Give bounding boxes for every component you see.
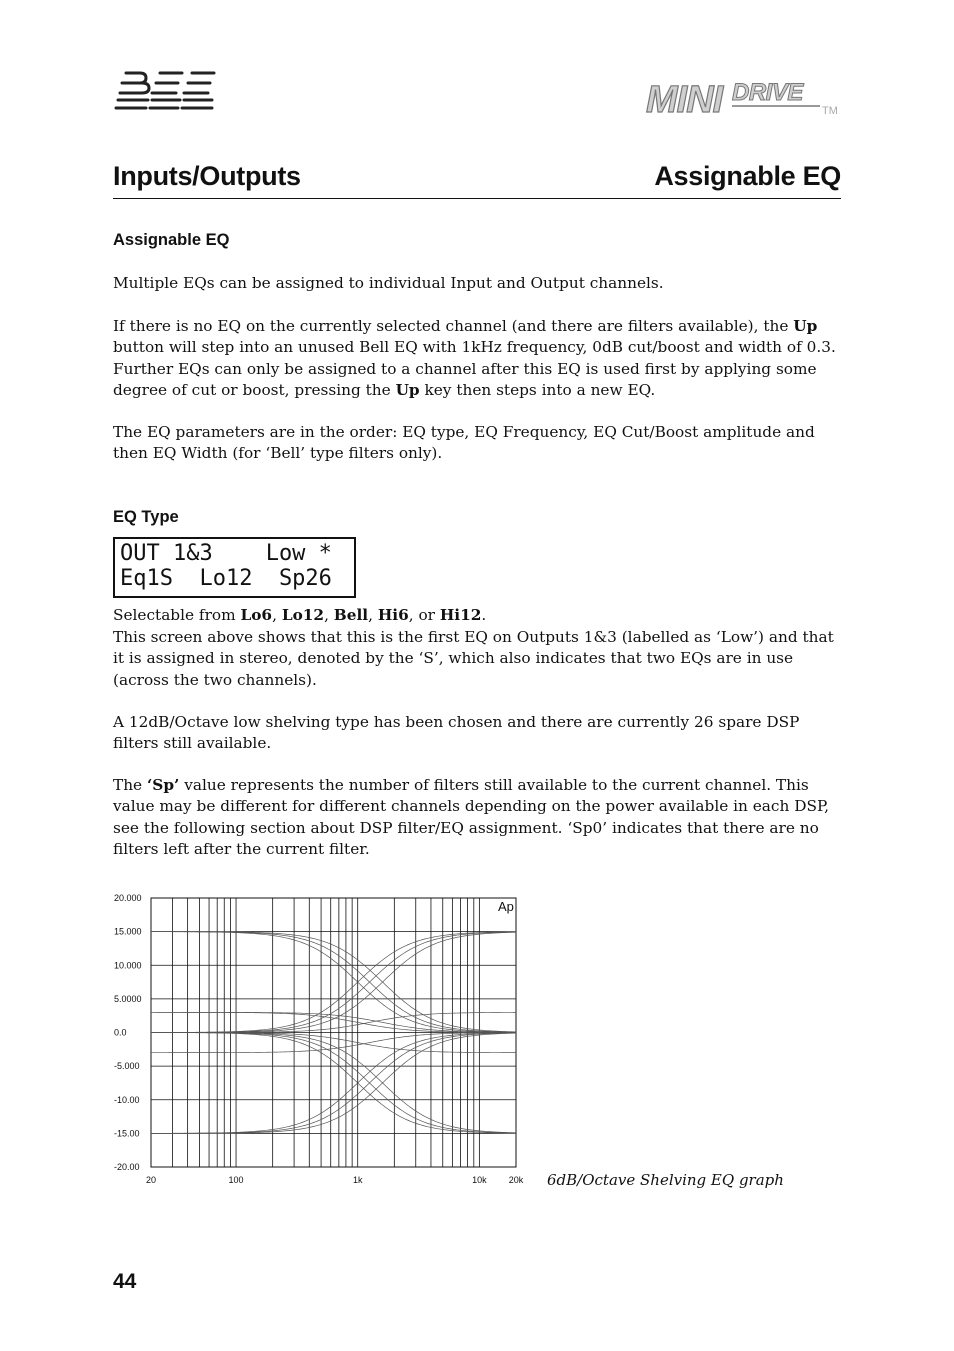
eq-curve bbox=[151, 1033, 516, 1133]
paragraph-low-shelving: A 12dB/Octave low shelving type has been chosen and there are currently 26 spare DSP filters still available. bbox=[113, 713, 800, 753]
heading-assignable-eq: Assignable EQ bbox=[113, 231, 230, 249]
eq-curve bbox=[151, 1033, 516, 1134]
svg-text:DRIVE: DRIVE bbox=[732, 79, 803, 106]
x-tick-label: 1k bbox=[352, 1175, 363, 1185]
x-tick-label: 20k bbox=[508, 1175, 524, 1185]
paragraph-sp-value bbox=[113, 775, 845, 860]
eq-curve bbox=[151, 932, 516, 1032]
x-tick-label: 100 bbox=[228, 1175, 244, 1185]
eq-curve bbox=[151, 1033, 516, 1133]
eq-curve bbox=[151, 932, 516, 1032]
text-run: , or bbox=[408, 606, 440, 624]
y-tick-label: -10.00 bbox=[114, 1094, 140, 1105]
y-tick-label: 10.000 bbox=[114, 960, 142, 971]
bold-text: Lo12 bbox=[281, 606, 325, 624]
eq-curve bbox=[151, 932, 516, 1032]
bold-text: Lo6 bbox=[240, 606, 273, 624]
text-run: . bbox=[481, 606, 487, 624]
eq-curve bbox=[151, 932, 516, 1033]
eq-curve bbox=[151, 1033, 516, 1133]
chart-caption: 6dB/Octave Shelving EQ graph bbox=[547, 1171, 784, 1189]
text-run: If there is no EQ on the currently selected channel (and there are filters available), the bbox=[113, 317, 794, 335]
text-run: Selectable from bbox=[113, 606, 241, 624]
bold-text: Bell bbox=[333, 606, 369, 624]
shelving-eq-chart bbox=[110, 888, 530, 1188]
lcd-line-1: OUT 1&3 Low * bbox=[120, 541, 332, 566]
y-tick-label: 15.000 bbox=[114, 926, 142, 937]
minidrive-logo bbox=[644, 76, 844, 118]
text-run: button will step into an unused Bell EQ with 1kHz frequency, 0dB cut/boost and width of 0.3. Further EQs can only be assigned to a channel after this EQ is used first by applying some degree of cut or boost, pressing the bbox=[113, 338, 836, 399]
heading-eq-type: EQ Type bbox=[113, 508, 179, 526]
text-run: key then steps into a new EQ. bbox=[419, 380, 656, 399]
bold-text: Up bbox=[793, 317, 818, 335]
eq-curve bbox=[151, 932, 516, 1033]
text-run: The bbox=[113, 776, 147, 794]
paragraph-up-button bbox=[113, 316, 845, 401]
bold-text: ‘Sp’ bbox=[146, 776, 180, 794]
bold-text: Hi12 bbox=[439, 606, 482, 624]
text-run: , bbox=[324, 606, 334, 624]
y-tick-label: 0.0 bbox=[114, 1027, 127, 1038]
section-title-right: Assignable EQ bbox=[654, 161, 841, 191]
x-tick-label: 10k bbox=[472, 1175, 487, 1185]
y-tick-label: -15.00 bbox=[114, 1128, 140, 1139]
section-title-left: Inputs/Outputs bbox=[113, 161, 301, 191]
paragraph-screen-explanation: This screen above shows that this is the first EQ on Outputs 1&3 (labelled as ‘Low’) and that it is assigned in stereo, denoted by the ‘S’, which also indicates that two EQs are in use (across the two channels). bbox=[113, 628, 834, 689]
chart-watermark: Ap bbox=[498, 899, 514, 914]
eq-curve bbox=[151, 932, 516, 1032]
section-header bbox=[113, 158, 841, 199]
lcd-line-2: Eq1S Lo12 Sp26 bbox=[120, 566, 332, 591]
lcd-display bbox=[113, 537, 356, 598]
text-run: value represents the number of filters still available to the current channel. This value may be different for different channels depending on the power available in each DSP, see the following section about DSP filter/EQ assignment. ‘Sp0’ indicates that there are no filters left after the current filter. bbox=[113, 776, 830, 858]
eq-curve bbox=[151, 1033, 516, 1134]
paragraph-eq-parameters: The EQ parameters are in the order: EQ type, EQ Frequency, EQ Cut/Boost amplitude and then EQ Width (for ‘Bell’ type filters only). bbox=[113, 423, 815, 463]
y-tick-label: -5.000 bbox=[114, 1061, 140, 1072]
eq-curve bbox=[151, 1033, 516, 1133]
chart-labels bbox=[114, 893, 524, 1185]
x-tick-label: 20 bbox=[145, 1175, 157, 1185]
text-run: , bbox=[368, 606, 378, 624]
paragraph-selectable bbox=[113, 605, 845, 626]
y-tick-label: 5.0000 bbox=[114, 993, 142, 1004]
bold-text: Up bbox=[395, 380, 420, 399]
text-run: , bbox=[272, 606, 282, 624]
svg-text:MINI: MINI bbox=[646, 79, 723, 118]
y-tick-label: 20.000 bbox=[114, 893, 142, 903]
page-number: 44 bbox=[113, 1270, 137, 1293]
paragraph-intro: Multiple EQs can be assigned to individual Input and Output channels. bbox=[113, 274, 664, 292]
y-tick-label: -20.00 bbox=[114, 1162, 140, 1172]
bss-logo bbox=[112, 70, 216, 116]
bold-text: Hi6 bbox=[377, 606, 409, 624]
svg-text:TM: TM bbox=[822, 105, 838, 117]
